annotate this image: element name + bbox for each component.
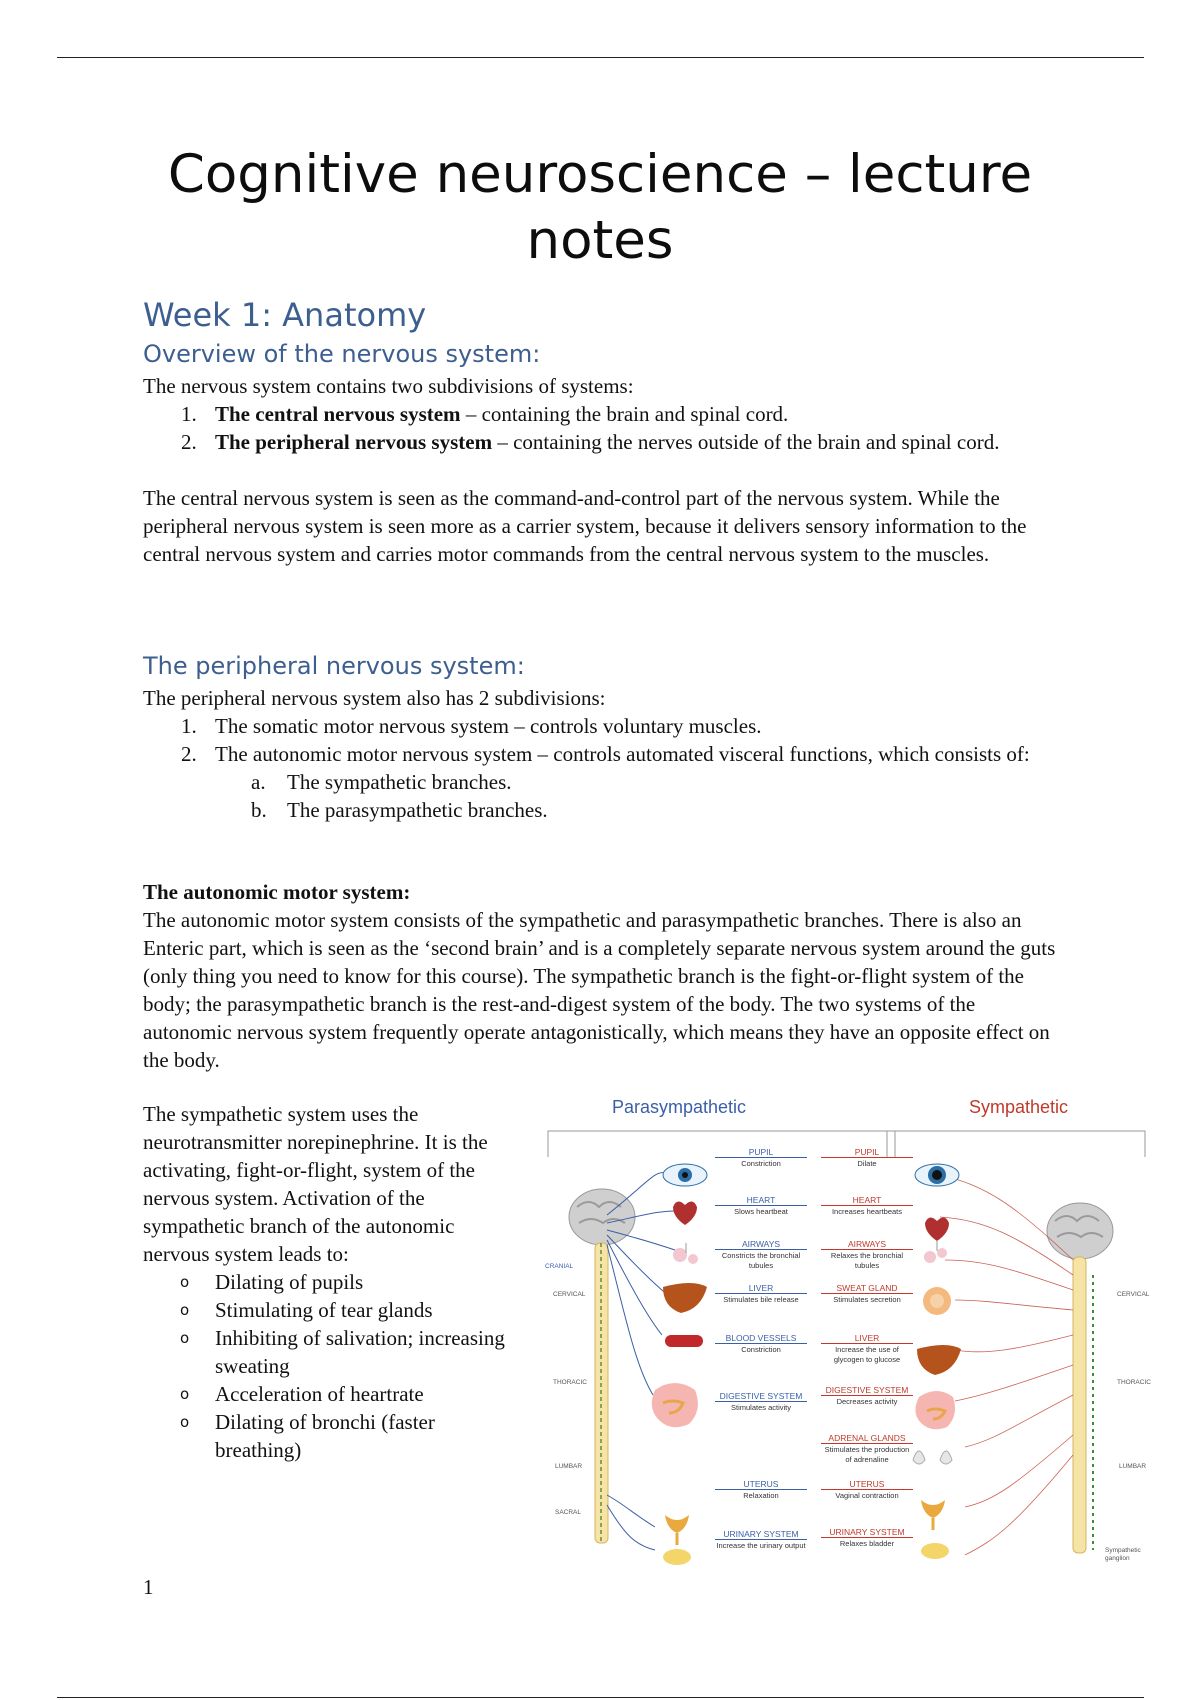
list-number: 2. <box>181 430 197 454</box>
list-item-bold: The peripheral nervous system <box>215 430 493 454</box>
organ-effect: Stimulates bile release <box>723 1295 799 1304</box>
organ-label <box>715 1333 807 1355</box>
list-item <box>143 428 1063 456</box>
digestive-icon-right <box>915 1391 955 1429</box>
organ-name: SWEAT GLAND <box>821 1283 913 1294</box>
organ-name: HEART <box>821 1195 913 1206</box>
bullet-marker: o <box>180 1301 190 1319</box>
organ-effect: Stimulates activity <box>730 1403 792 1412</box>
organ-name: UTERUS <box>821 1479 913 1490</box>
region-label: THORACIC <box>1117 1379 1151 1386</box>
top-rule <box>57 57 1144 58</box>
peripheral-intro: The peripheral nervous system also has 2 subdivisions: <box>143 686 606 710</box>
organ-effect: Constriction <box>741 1159 781 1168</box>
list-item <box>143 1268 513 1296</box>
autonomic-section <box>143 878 1068 1074</box>
organ-name: URINARY SYSTEM <box>715 1529 807 1540</box>
organ-label <box>821 1283 913 1305</box>
organ-name: HEART <box>715 1195 807 1206</box>
liver-icon-right <box>917 1345 961 1375</box>
sympathetic-title: Sympathetic <box>969 1097 1069 1117</box>
autonomic-diagram <box>545 1095 1150 1575</box>
organ-name: DIGESTIVE SYSTEM <box>821 1385 913 1396</box>
organ-effect: Slows heartbeat <box>734 1207 788 1216</box>
organ-name: AIRWAYS <box>715 1239 807 1250</box>
organ-effect: Constriction <box>741 1345 781 1354</box>
organ-name: PUPIL <box>715 1147 807 1158</box>
organ-label <box>821 1433 913 1465</box>
heart-icon-right <box>925 1217 949 1241</box>
region-label: SACRAL <box>555 1509 582 1516</box>
organ-effect: Stimulates the production of adrenaline <box>824 1445 910 1464</box>
organ-name: URINARY SYSTEM <box>821 1527 913 1538</box>
bottom-rule <box>57 1697 1144 1698</box>
organ-effect: Stimulates secretion <box>833 1295 901 1304</box>
brain-icon-right <box>1047 1203 1113 1259</box>
organ-label <box>821 1333 913 1365</box>
organ-label <box>715 1283 807 1305</box>
region-label: LUMBAR <box>1119 1463 1147 1470</box>
organ-name: BLOOD VESSELS <box>715 1333 807 1344</box>
list-item <box>143 768 1063 796</box>
autonomic-paragraph: The autonomic motor system consists of the sympathetic and parasympathetic branches. There is also an Enteric part, which is seen as the ‘second brain’ and is a completely separate nervous system around the guts (only thing you need to know for this course). The sympathetic branch is the fight-or-flight system of the body; the parasympathetic branch is the rest-and-digest system of the body. The two systems of the autonomic nervous system frequently operate antagonistically, which means they have an opposite effect on the body. <box>143 908 1056 1072</box>
organ-effect: Dilate <box>857 1159 877 1168</box>
week-heading: Week 1: Anatomy <box>143 296 427 334</box>
organ-name: DIGESTIVE SYSTEM <box>715 1391 807 1402</box>
sympathetic-paragraph: The sympathetic system uses the neurotransmitter norepinephrine. It is the activating, fight-or-flight, system of the nervous system. Activation of the sympathetic branch of the autonomic nervous system leads to: <box>143 1102 488 1266</box>
autonomic-heading-text: The autonomic motor system: <box>143 880 411 904</box>
organ-label <box>715 1195 807 1217</box>
organ-label <box>821 1527 913 1549</box>
bladder-icon-right <box>921 1543 949 1559</box>
organ-label <box>821 1385 913 1407</box>
spinal-cord-left <box>595 1243 608 1543</box>
organ-name: LIVER <box>715 1283 807 1294</box>
adrenal-gland-icon-right <box>913 1451 952 1464</box>
organ-label <box>821 1239 913 1271</box>
list-item-text: Dilating of pupils <box>215 1270 364 1294</box>
list-item-text: Inhibiting of salivation; increasing sweating <box>215 1326 505 1378</box>
list-number: 1. <box>181 714 197 738</box>
overview-paragraph: The central nervous system is seen as the command-and-control part of the nervous system. While the peripheral nervous system is seen more as a carrier system, because it delivers sensory information to the central nervous system and carries motor commands from the central nervous system to the muscles. <box>143 486 1027 566</box>
list-item <box>143 796 1063 824</box>
organ-effect: Increases heartbeats <box>831 1207 903 1216</box>
overview-heading: Overview of the nervous system: <box>143 340 541 368</box>
organ-label <box>715 1479 807 1501</box>
page-number: 1 <box>143 1575 154 1599</box>
ganglion-label: Sympathetic ganglion <box>1105 1547 1141 1562</box>
airways-icon-right <box>924 1241 947 1263</box>
organ-name: PUPIL <box>821 1147 913 1158</box>
list-item <box>143 1380 513 1408</box>
heart-icon-left <box>673 1201 697 1225</box>
list-number: 1. <box>181 402 197 426</box>
region-label: LUMBAR <box>555 1463 583 1470</box>
bullet-marker: o <box>180 1329 190 1347</box>
organ-label <box>821 1479 913 1501</box>
list-item <box>143 1324 513 1380</box>
overview-list <box>143 400 1063 456</box>
liver-icon-left <box>663 1283 707 1313</box>
list-item-text: Dilating of bronchi (faster breathing) <box>215 1410 435 1462</box>
organ-effect: Increase the use of glycogen to glucose <box>833 1345 901 1364</box>
list-item-text: The parasympathetic branches. <box>287 798 548 822</box>
overview-intro: The nervous system contains two subdivisions of systems: <box>143 374 634 398</box>
organ-label <box>715 1529 807 1551</box>
bullet-marker: o <box>180 1273 190 1291</box>
list-item-text: Acceleration of heartrate <box>215 1382 424 1406</box>
region-label: CERVICAL <box>553 1291 586 1298</box>
sweat-gland-icon-right <box>923 1287 951 1315</box>
region-label: THORACIC <box>553 1379 587 1386</box>
uterus-icon-left <box>665 1515 689 1545</box>
autonomic-heading <box>143 878 1068 906</box>
list-item-text: – containing the brain and spinal cord. <box>460 402 789 426</box>
organ-effect: Relaxes the bronchial tubules <box>830 1251 904 1270</box>
organ-label <box>821 1147 913 1169</box>
organ-effect: Relaxes bladder <box>839 1539 895 1548</box>
bullet-marker: o <box>180 1413 190 1431</box>
list-item <box>143 740 1063 768</box>
region-label: CRANIAL <box>545 1263 574 1270</box>
list-letter: b. <box>251 798 267 822</box>
organ-effect: Increase the urinary output <box>716 1541 806 1550</box>
bullet-marker: o <box>180 1385 190 1403</box>
blood-vessel-icon-left <box>665 1335 703 1347</box>
brain-icon-left <box>569 1189 635 1245</box>
sympathetic-section <box>143 1100 513 1464</box>
organ-name: LIVER <box>821 1333 913 1344</box>
organ-label <box>715 1239 807 1271</box>
list-item-text: The sympathetic branches. <box>287 770 512 794</box>
digestive-icon-left <box>652 1383 698 1427</box>
sympathetic-bullets <box>143 1268 513 1464</box>
parasympathetic-title: Parasympathetic <box>612 1097 747 1117</box>
spinal-cord-right <box>1073 1257 1093 1553</box>
organ-label <box>715 1147 807 1169</box>
peripheral-heading: The peripheral nervous system: <box>143 652 525 680</box>
organ-effect: Decreases activity <box>836 1397 898 1406</box>
peripheral-list <box>143 712 1063 768</box>
organ-name: AIRWAYS <box>821 1239 913 1250</box>
list-item-text: Stimulating of tear glands <box>215 1298 433 1322</box>
region-label: CERVICAL <box>1117 1291 1150 1298</box>
organ-label <box>715 1391 807 1413</box>
organ-effect: Constricts the bronchial tubules <box>721 1251 801 1270</box>
overview-section <box>143 372 1063 568</box>
organ-name: UTERUS <box>715 1479 807 1490</box>
document-title: Cognitive neuroscience – lecture notes <box>167 144 1033 271</box>
eye-icon-right <box>915 1164 959 1186</box>
list-letter: a. <box>251 770 266 794</box>
list-item <box>143 1408 513 1464</box>
list-item-text: The somatic motor nervous system – controls voluntary muscles. <box>215 714 762 738</box>
list-item-bold: The central nervous system <box>215 402 461 426</box>
list-item-text: – containing the nerves outside of the brain and spinal cord. <box>492 430 1000 454</box>
airways-icon-left <box>673 1243 698 1264</box>
peripheral-section <box>143 684 1063 824</box>
list-number: 2. <box>181 742 197 766</box>
organ-label <box>821 1195 913 1217</box>
list-item <box>143 712 1063 740</box>
organ-name: ADRENAL GLANDS <box>821 1433 913 1444</box>
organ-effect: Vaginal contraction <box>835 1491 899 1500</box>
peripheral-sublist <box>143 768 1063 824</box>
organ-effect: Relaxation <box>743 1491 779 1500</box>
eye-icon-left <box>663 1164 707 1186</box>
list-item-text: The autonomic motor nervous system – controls automated visceral functions, which consists of: <box>215 742 1030 766</box>
list-item <box>143 400 1063 428</box>
bladder-icon-left <box>663 1549 691 1565</box>
list-item <box>143 1296 513 1324</box>
uterus-icon-right <box>921 1500 945 1530</box>
